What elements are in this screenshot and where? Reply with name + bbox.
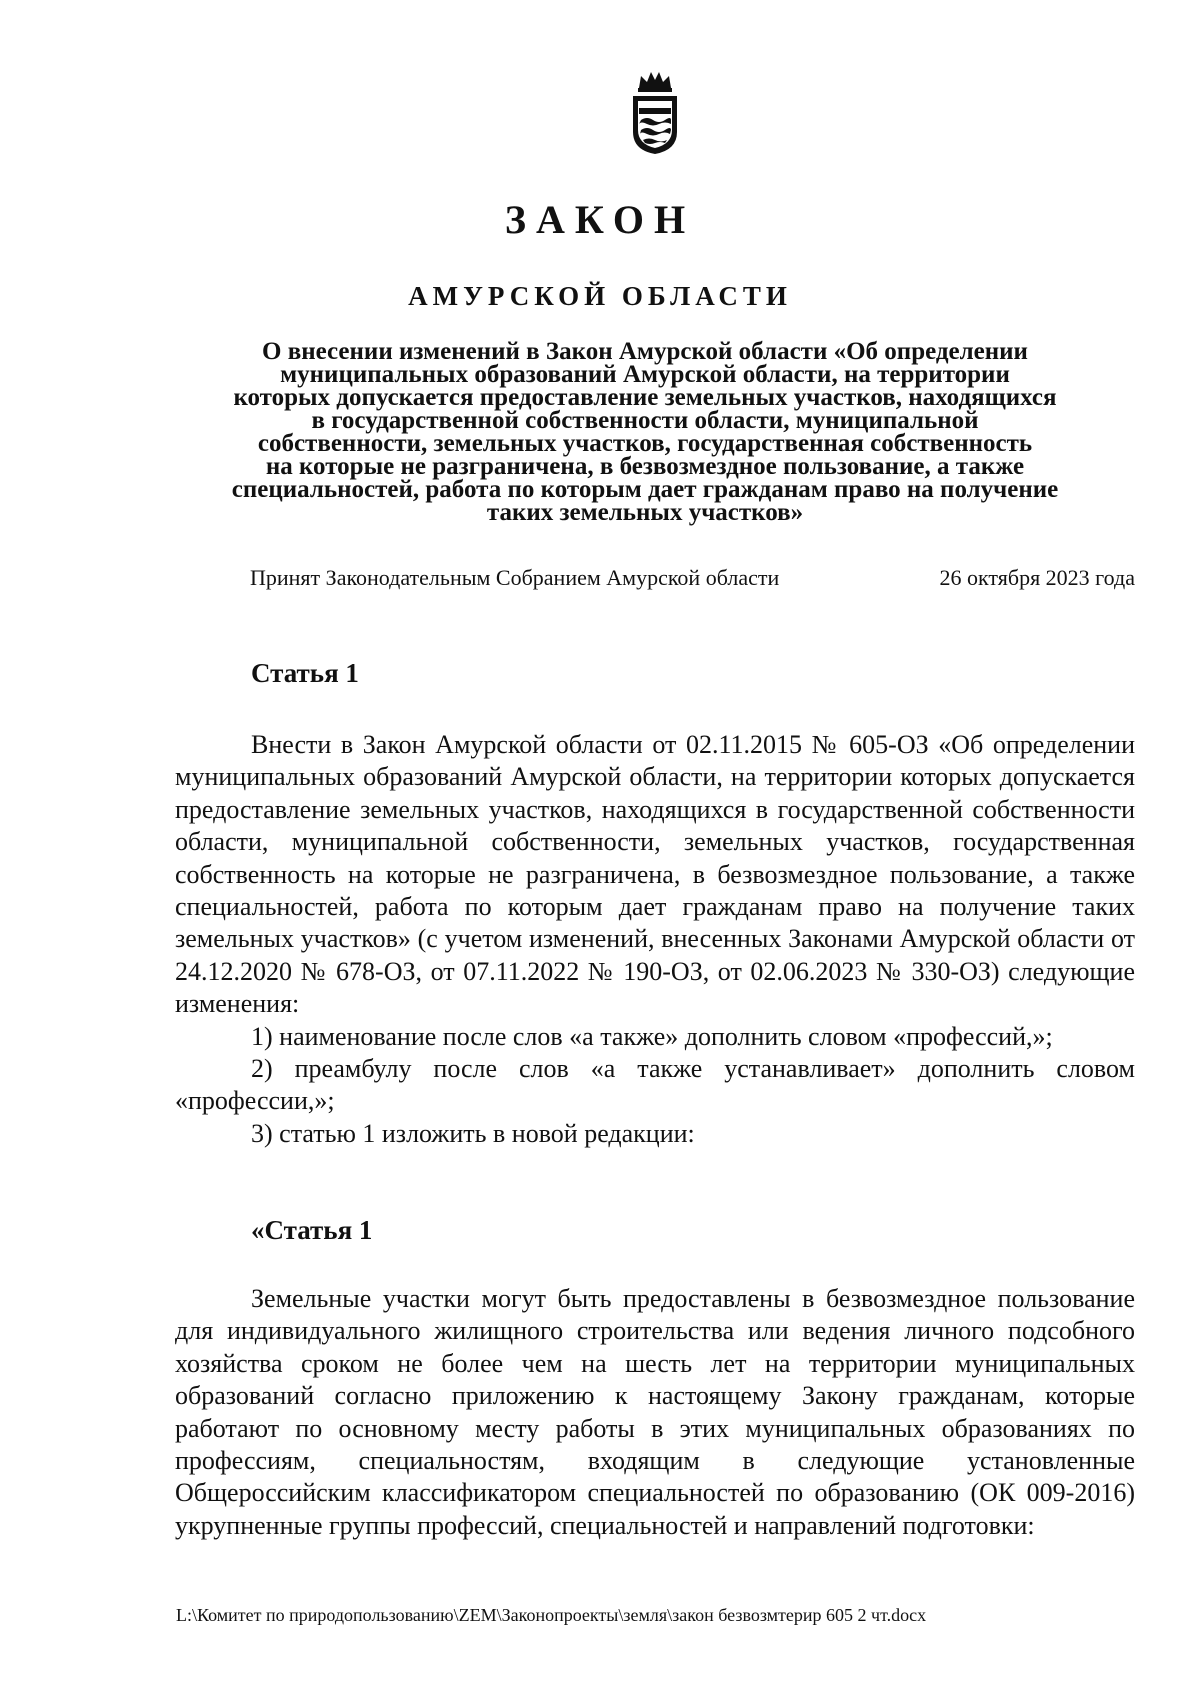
law-title-line: в государственной собственности области, муниципальной	[311, 407, 979, 434]
law-title-line: О внесении изменений в Закон Амурской области «Об определении	[262, 338, 1028, 365]
adopted-by: Принят Законодательным Собранием Амурской области	[250, 565, 780, 590]
amendment-item: 3) статью 1 изложить в новой редакции:	[251, 1118, 695, 1148]
law-title-line: таких земельных участков»	[486, 499, 804, 526]
law-title	[150, 340, 1140, 524]
law-title-line: на которые не разграничена, в безвозмездное пользование, а также	[265, 453, 1025, 480]
adoption-date: 26 октября 2023 года	[939, 565, 1135, 590]
law-title-line: собственности, земельных участков, государственная собственность	[257, 430, 1033, 457]
article-body	[175, 729, 1135, 1150]
region-heading: АМУРСКОЙ ОБЛАСТИ	[408, 281, 792, 311]
file-path-footer: L:\Комитет по природопользованию\ZEM\Законопроекты\земля\закон безвозмтерир 605 2 чт.docx	[176, 1605, 927, 1625]
article-intro: Внести в Закон Амурской области от 02.11.2015 № 605-ОЗ «Об определении муниципальных образований Амурской области, на территории которых допускается предоставление земельных участков, находящихся в государственной собственности области, муниципальной собственности, земельных участков, государственная собственность на которые не разграничена, в безвозмездное пользование, а также специальностей, работа по которым дает гражданам право на получение таких земельных участков» (с учетом изменений, внесенных Законами Амурской области от 24.12.2020 № 678-ОЗ, от 07.11.2022 № 190-ОЗ, от 02.06.2023 № 330-ОЗ) следующие изменения:	[175, 730, 1135, 1019]
amendment-item: 2) преамбулу после слов «а также устанавливает» дополнить словом «профессии,»;	[175, 1054, 1135, 1116]
law-title-line: которых допускается предоставление земельных участков, находящихся	[233, 384, 1057, 411]
adoption-line	[250, 565, 1135, 591]
amur-oblast-coat-of-arms-icon	[625, 66, 685, 156]
amended-article-body	[175, 1283, 1135, 1542]
law-title-line: специальностей, работа по которым дает гражданам право на получение	[231, 476, 1059, 503]
amendment-item: 1) наименование после слов «а также» дополнить словом «профессий,»;	[251, 1021, 1053, 1051]
law-title-line: муниципальных образований Амурской области, на территории	[280, 361, 1010, 388]
amended-article-text: Земельные участки могут быть предоставлены в безвозмездное пользование для индивидуального жилищного строительства или ведения личного подсобного хозяйства сроком не более чем на шесть лет на территории муниципальных образований согласно приложению к настоящему Закону гражданам, которые работают по основному месту работы в этих муниципальных образованиях по профессиям, специальностям, входящим в следующие установленные Общероссийским классификатором специальностей по образованию (ОК 009-2016) укрупненные группы профессий, специальностей и направлений подготовки:	[175, 1284, 1135, 1540]
amended-article-heading: «Статья 1	[251, 1215, 373, 1245]
law-heading: ЗАКОН	[504, 197, 696, 242]
article-heading: Статья 1	[251, 658, 359, 688]
